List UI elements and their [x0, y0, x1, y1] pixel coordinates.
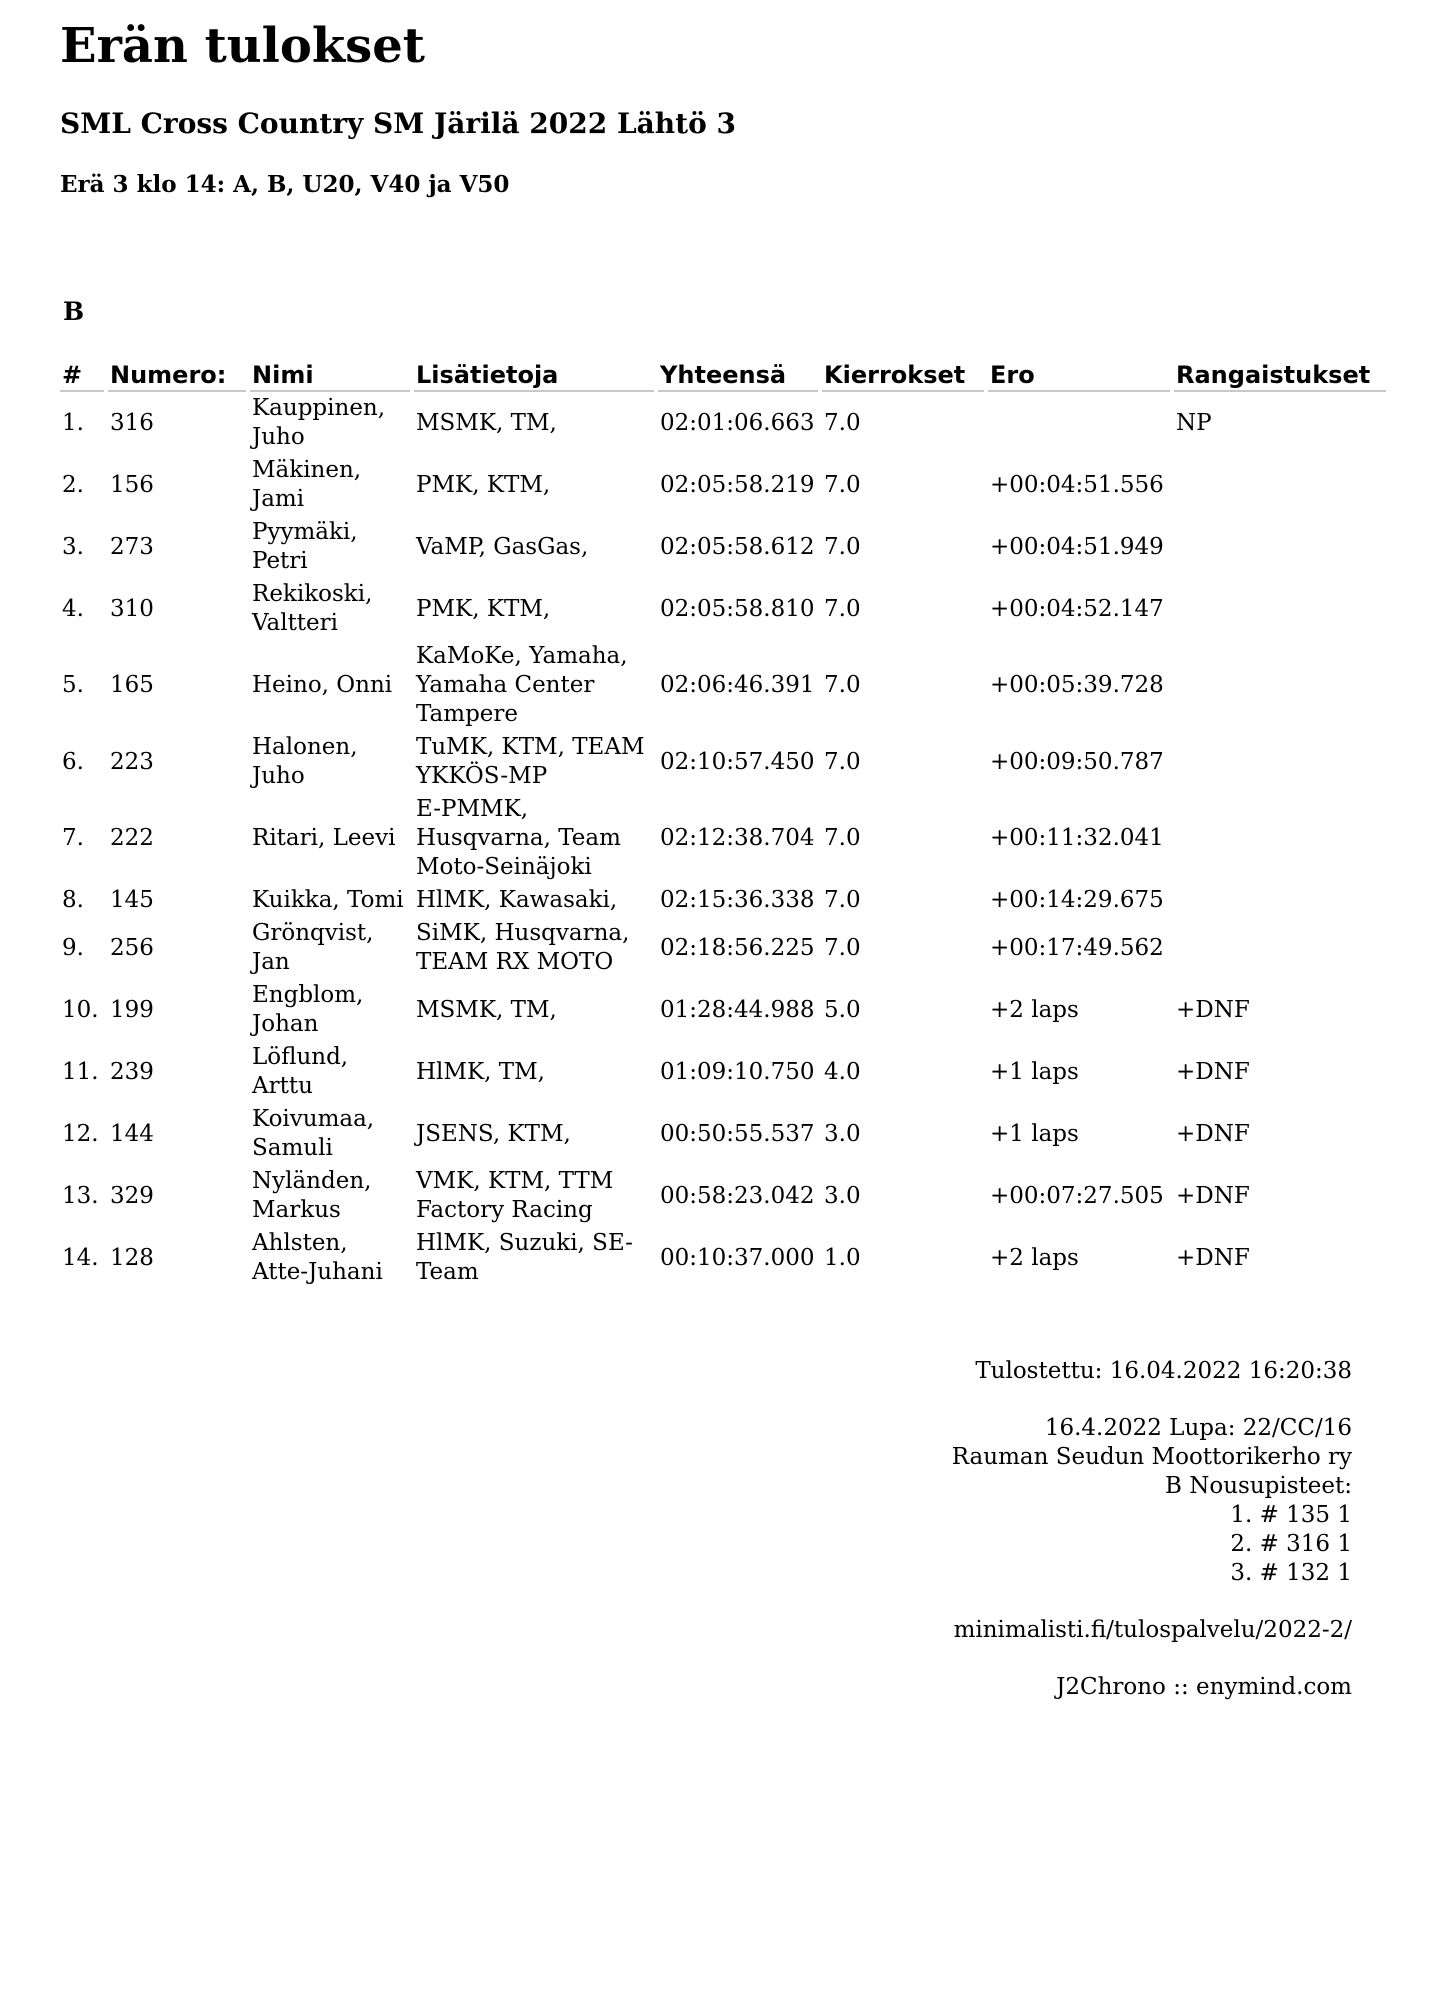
cell-position: 7. — [62, 825, 84, 851]
cell-info: TuMK, KTM, TEAM YKKÖS-MP — [416, 734, 645, 789]
cell-gap: +2 laps — [990, 996, 1079, 1023]
cell-total-time: 02:05:58.219 — [660, 471, 815, 498]
page-title: Erän tulokset — [60, 18, 425, 74]
cell-gap: +00:05:39.728 — [990, 672, 1164, 698]
cell-laps: 5.0 — [824, 996, 861, 1023]
column-header-penalties: Rangaistukset — [1174, 359, 1386, 392]
table-row — [60, 1103, 1386, 1165]
event-subtitle: SML Cross Country SM Järilä 2022 Lähtö 3 — [60, 107, 736, 140]
permit-info: 16.4.2022 Lupa: 22/CC/16 — [1044, 1415, 1352, 1441]
promotion-item: 2. # 316 1 — [1230, 1531, 1352, 1557]
cell-laps: 3.0 — [824, 1120, 861, 1147]
table-row — [60, 884, 1386, 917]
promotion-title: B Nousupisteet: — [1165, 1473, 1352, 1499]
cell-number: 310 — [110, 595, 154, 622]
table-row — [60, 917, 1386, 979]
organizer-name: Rauman Seudun Moottorikerho ry — [951, 1444, 1352, 1470]
table-row — [60, 454, 1386, 516]
cell-penalty: NP — [1176, 409, 1212, 436]
cell-number: 273 — [110, 533, 154, 560]
table-row — [60, 578, 1386, 640]
table-row — [60, 731, 1386, 793]
cell-number: 222 — [110, 825, 154, 851]
cell-gap: +00:04:52.147 — [990, 595, 1164, 622]
cell-penalty — [1174, 731, 1386, 793]
promotion-item: 3. # 132 1 — [1230, 1560, 1352, 1586]
cell-name: Grönqvist, Jan — [252, 920, 374, 975]
cell-total-time: 02:05:58.810 — [660, 595, 815, 622]
cell-position: 2. — [62, 471, 84, 498]
cell-number: 256 — [110, 934, 154, 961]
cell-position: 5. — [62, 672, 84, 698]
cell-name: Pyymäki, Petri — [252, 519, 358, 574]
cell-gap: +00:09:50.787 — [990, 748, 1164, 775]
cell-name: Halonen, Juho — [252, 734, 358, 789]
cell-gap: +1 laps — [990, 1058, 1079, 1085]
cell-penalty — [1174, 578, 1386, 640]
cell-gap: +00:07:27.505 — [990, 1182, 1164, 1209]
cell-number: 316 — [110, 409, 154, 436]
cell-laps: 7.0 — [824, 934, 861, 961]
cell-info: HlMK, Suzuki, SE-Team — [416, 1230, 633, 1285]
column-header-laps: Kierrokset — [822, 359, 984, 392]
cell-gap: +00:17:49.562 — [990, 934, 1164, 961]
cell-name: Koivumaa, Samuli — [252, 1106, 375, 1161]
cell-number: 199 — [110, 996, 154, 1023]
cell-info: HlMK, TM, — [416, 1058, 545, 1085]
cell-name: Engblom, Johan — [252, 982, 364, 1037]
cell-gap — [988, 392, 1170, 454]
cell-number: 239 — [110, 1058, 154, 1085]
table-header-row — [60, 359, 1386, 392]
table-row — [60, 392, 1386, 454]
cell-total-time: 02:06:46.391 — [660, 672, 815, 698]
cell-number: 145 — [110, 887, 154, 913]
footer — [552, 1357, 1352, 1702]
column-header-total: Yhteensä — [658, 359, 818, 392]
table-row — [60, 1227, 1386, 1289]
cell-total-time: 01:09:10.750 — [660, 1058, 815, 1085]
cell-name: Kauppinen, Juho — [252, 395, 386, 450]
cell-penalty — [1174, 917, 1386, 979]
cell-info: SiMK, Husqvarna, TEAM RX MOTO — [416, 920, 630, 975]
cell-gap: +00:11:32.041 — [990, 825, 1164, 851]
cell-penalty — [1174, 516, 1386, 578]
cell-gap: +2 laps — [990, 1244, 1079, 1271]
cell-laps: 4.0 — [824, 1058, 861, 1085]
cell-total-time: 02:12:38.704 — [660, 825, 815, 851]
column-header-number: Numero: — [108, 359, 246, 392]
column-header-position: # — [60, 359, 104, 392]
cell-total-time: 00:58:23.042 — [660, 1182, 815, 1209]
cell-total-time: 02:18:56.225 — [660, 934, 815, 961]
cell-position: 13. — [62, 1182, 99, 1209]
source-url: minimalisti.fi/tulospalvelu/2022-2/ — [953, 1617, 1352, 1643]
column-header-gap: Ero — [988, 359, 1170, 392]
cell-laps: 7.0 — [824, 748, 861, 775]
table-row — [60, 1041, 1386, 1103]
cell-position: 9. — [62, 934, 84, 961]
cell-name: Rekikoski, Valtteri — [252, 581, 373, 636]
table-row — [60, 979, 1386, 1041]
cell-name: Kuikka, Tomi — [252, 887, 404, 913]
cell-info: MSMK, TM, — [416, 409, 557, 436]
cell-total-time: 00:50:55.537 — [660, 1120, 815, 1147]
cell-laps: 1.0 — [824, 1244, 861, 1271]
cell-total-time: 00:10:37.000 — [660, 1244, 815, 1271]
cell-total-time: 02:10:57.450 — [660, 748, 815, 775]
cell-number: 156 — [110, 471, 154, 498]
class-heading: B — [63, 297, 85, 326]
table-row — [60, 640, 1386, 731]
cell-penalty: +DNF — [1176, 1244, 1250, 1271]
cell-number: 165 — [110, 672, 154, 698]
cell-info: VaMP, GasGas, — [416, 533, 589, 560]
cell-gap: +00:04:51.556 — [990, 471, 1164, 498]
cell-info: E-PMMK, Husqvarna, Team Moto-Seinäjoki — [416, 796, 621, 880]
promotion-item: 1. # 135 1 — [1230, 1502, 1352, 1528]
table-row — [60, 793, 1386, 884]
cell-gap: +1 laps — [990, 1120, 1079, 1147]
cell-gap: +00:04:51.949 — [990, 533, 1164, 560]
cell-laps: 7.0 — [824, 887, 861, 913]
cell-laps: 3.0 — [824, 1182, 861, 1209]
cell-position: 11. — [62, 1058, 99, 1085]
heat-info: Erä 3 klo 14: A, B, U20, V40 ja V50 — [60, 171, 510, 198]
column-header-info: Lisätietoja — [414, 359, 654, 392]
cell-info: MSMK, TM, — [416, 996, 557, 1023]
results-table — [56, 359, 1390, 1289]
cell-name: Ritari, Leevi — [252, 825, 396, 851]
cell-info: PMK, KTM, — [416, 471, 551, 498]
cell-laps: 7.0 — [824, 471, 861, 498]
cell-laps: 7.0 — [824, 533, 861, 560]
table-row — [60, 1165, 1386, 1227]
cell-laps: 7.0 — [824, 595, 861, 622]
printed-timestamp: Tulostettu: 16.04.2022 16:20:38 — [975, 1358, 1352, 1384]
cell-penalty: +DNF — [1176, 996, 1250, 1023]
cell-penalty — [1174, 884, 1386, 917]
cell-penalty: +DNF — [1176, 1120, 1250, 1147]
cell-name: Heino, Onni — [252, 672, 393, 698]
cell-penalty: +DNF — [1176, 1182, 1250, 1209]
cell-total-time: 02:15:36.338 — [660, 887, 815, 913]
cell-position: 14. — [62, 1244, 99, 1271]
cell-laps: 7.0 — [824, 409, 861, 436]
cell-position: 3. — [62, 533, 84, 560]
cell-name: Nyländen, Markus — [252, 1168, 372, 1223]
cell-penalty — [1174, 793, 1386, 884]
credits: J2Chrono :: enymind.com — [1056, 1674, 1352, 1700]
cell-position: 1. — [62, 409, 84, 436]
results-body — [60, 392, 1386, 1289]
cell-penalty — [1174, 454, 1386, 516]
cell-penalty: +DNF — [1176, 1058, 1250, 1085]
cell-position: 10. — [62, 996, 99, 1023]
cell-name: Ahlsten, Atte-Juhani — [252, 1230, 383, 1285]
cell-position: 12. — [62, 1120, 99, 1147]
cell-total-time: 01:28:44.988 — [660, 996, 815, 1023]
cell-info: HlMK, Kawasaki, — [416, 887, 618, 913]
cell-position: 4. — [62, 595, 84, 622]
column-header-name: Nimi — [250, 359, 410, 392]
cell-position: 8. — [62, 887, 84, 913]
cell-position: 6. — [62, 748, 84, 775]
cell-number: 128 — [110, 1244, 154, 1271]
cell-laps: 7.0 — [824, 672, 861, 698]
cell-gap: +00:14:29.675 — [990, 887, 1164, 913]
cell-number: 144 — [110, 1120, 154, 1147]
cell-number: 329 — [110, 1182, 154, 1209]
cell-info: JSENS, KTM, — [416, 1120, 571, 1147]
cell-info: KaMoKe, Yamaha, Yamaha Center Tampere — [416, 643, 628, 727]
cell-info: PMK, KTM, — [416, 595, 551, 622]
cell-name: Mäkinen, Jami — [252, 457, 362, 512]
table-row — [60, 516, 1386, 578]
cell-total-time: 02:01:06.663 — [660, 409, 815, 436]
cell-info: VMK, KTM, TTM Factory Racing — [416, 1168, 614, 1223]
cell-laps: 7.0 — [824, 825, 861, 851]
cell-total-time: 02:05:58.612 — [660, 533, 815, 560]
cell-name: Löflund, Arttu — [252, 1044, 349, 1099]
cell-penalty — [1174, 640, 1386, 731]
cell-number: 223 — [110, 748, 154, 775]
